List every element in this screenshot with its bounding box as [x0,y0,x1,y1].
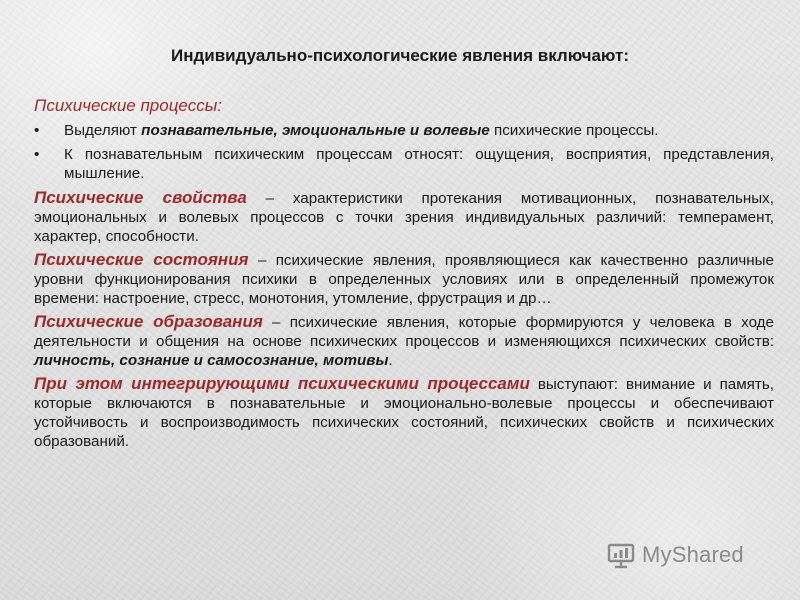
properties-text: – характеристики протекания мотивационных, познавательных, эмоциональных и волевых процессов с точки зрения индивидуальных различий: темперамент, характер, способности. [34,190,774,245]
slide-content [34,96,774,455]
bullet-emphasis: познавательные, эмоциональные и волевые [141,122,490,139]
bullet-text: К познавательным психическим процессам относят: ощущения, восприятия, представления, мышление. [64,146,774,182]
states-text: – психические явления, проявляющиеся как качественно различные уровни функционирования психики в определенных условиях или в определенный промежуток времени: настроение, стресс, монотония, утомление, фрустрация и др… [34,252,774,307]
properties-heading: Психические свойства [34,188,247,207]
bullet-text-suffix: психические процессы. [489,122,659,139]
states-paragraph [34,250,774,308]
watermark-logo [606,539,744,571]
formations-emphasis: личность, сознание и самосознание, мотивы [34,352,389,369]
processes-heading: Психические процессы: [34,96,222,115]
list-item [34,145,774,183]
formations-paragraph [34,312,774,370]
bullet-text-prefix: Выделяют [64,122,142,139]
properties-paragraph [34,188,774,246]
bullet-icon: • [34,146,40,163]
integrating-paragraph [34,374,774,451]
states-heading: Психические состояния [34,250,249,269]
watermark-text: MyShared [642,542,744,567]
list-item [34,121,774,140]
formations-heading: Психические образования [34,312,263,331]
formations-end: . [388,352,393,369]
formations-text: – психические явления, которые формируются у человека в ходе деятельности и общения на основе психических процессов и изменяющихся психических свойств: [34,314,774,350]
presentation-board-icon [606,540,636,570]
integrating-text: выступают: внимание и память, которые включаются в познавательные и эмоционально-волевые процессы и обеспечивают устойчивость и воспроизводимость психических состояний, психических свойств и психических образований. [34,376,774,450]
bullet-icon: • [34,122,40,139]
processes-list [34,121,774,183]
slide-title: Индивидуально-психологические явления включают: [170,46,629,65]
integrating-heading: При этом интегрирующими психическими процессами [34,374,530,393]
